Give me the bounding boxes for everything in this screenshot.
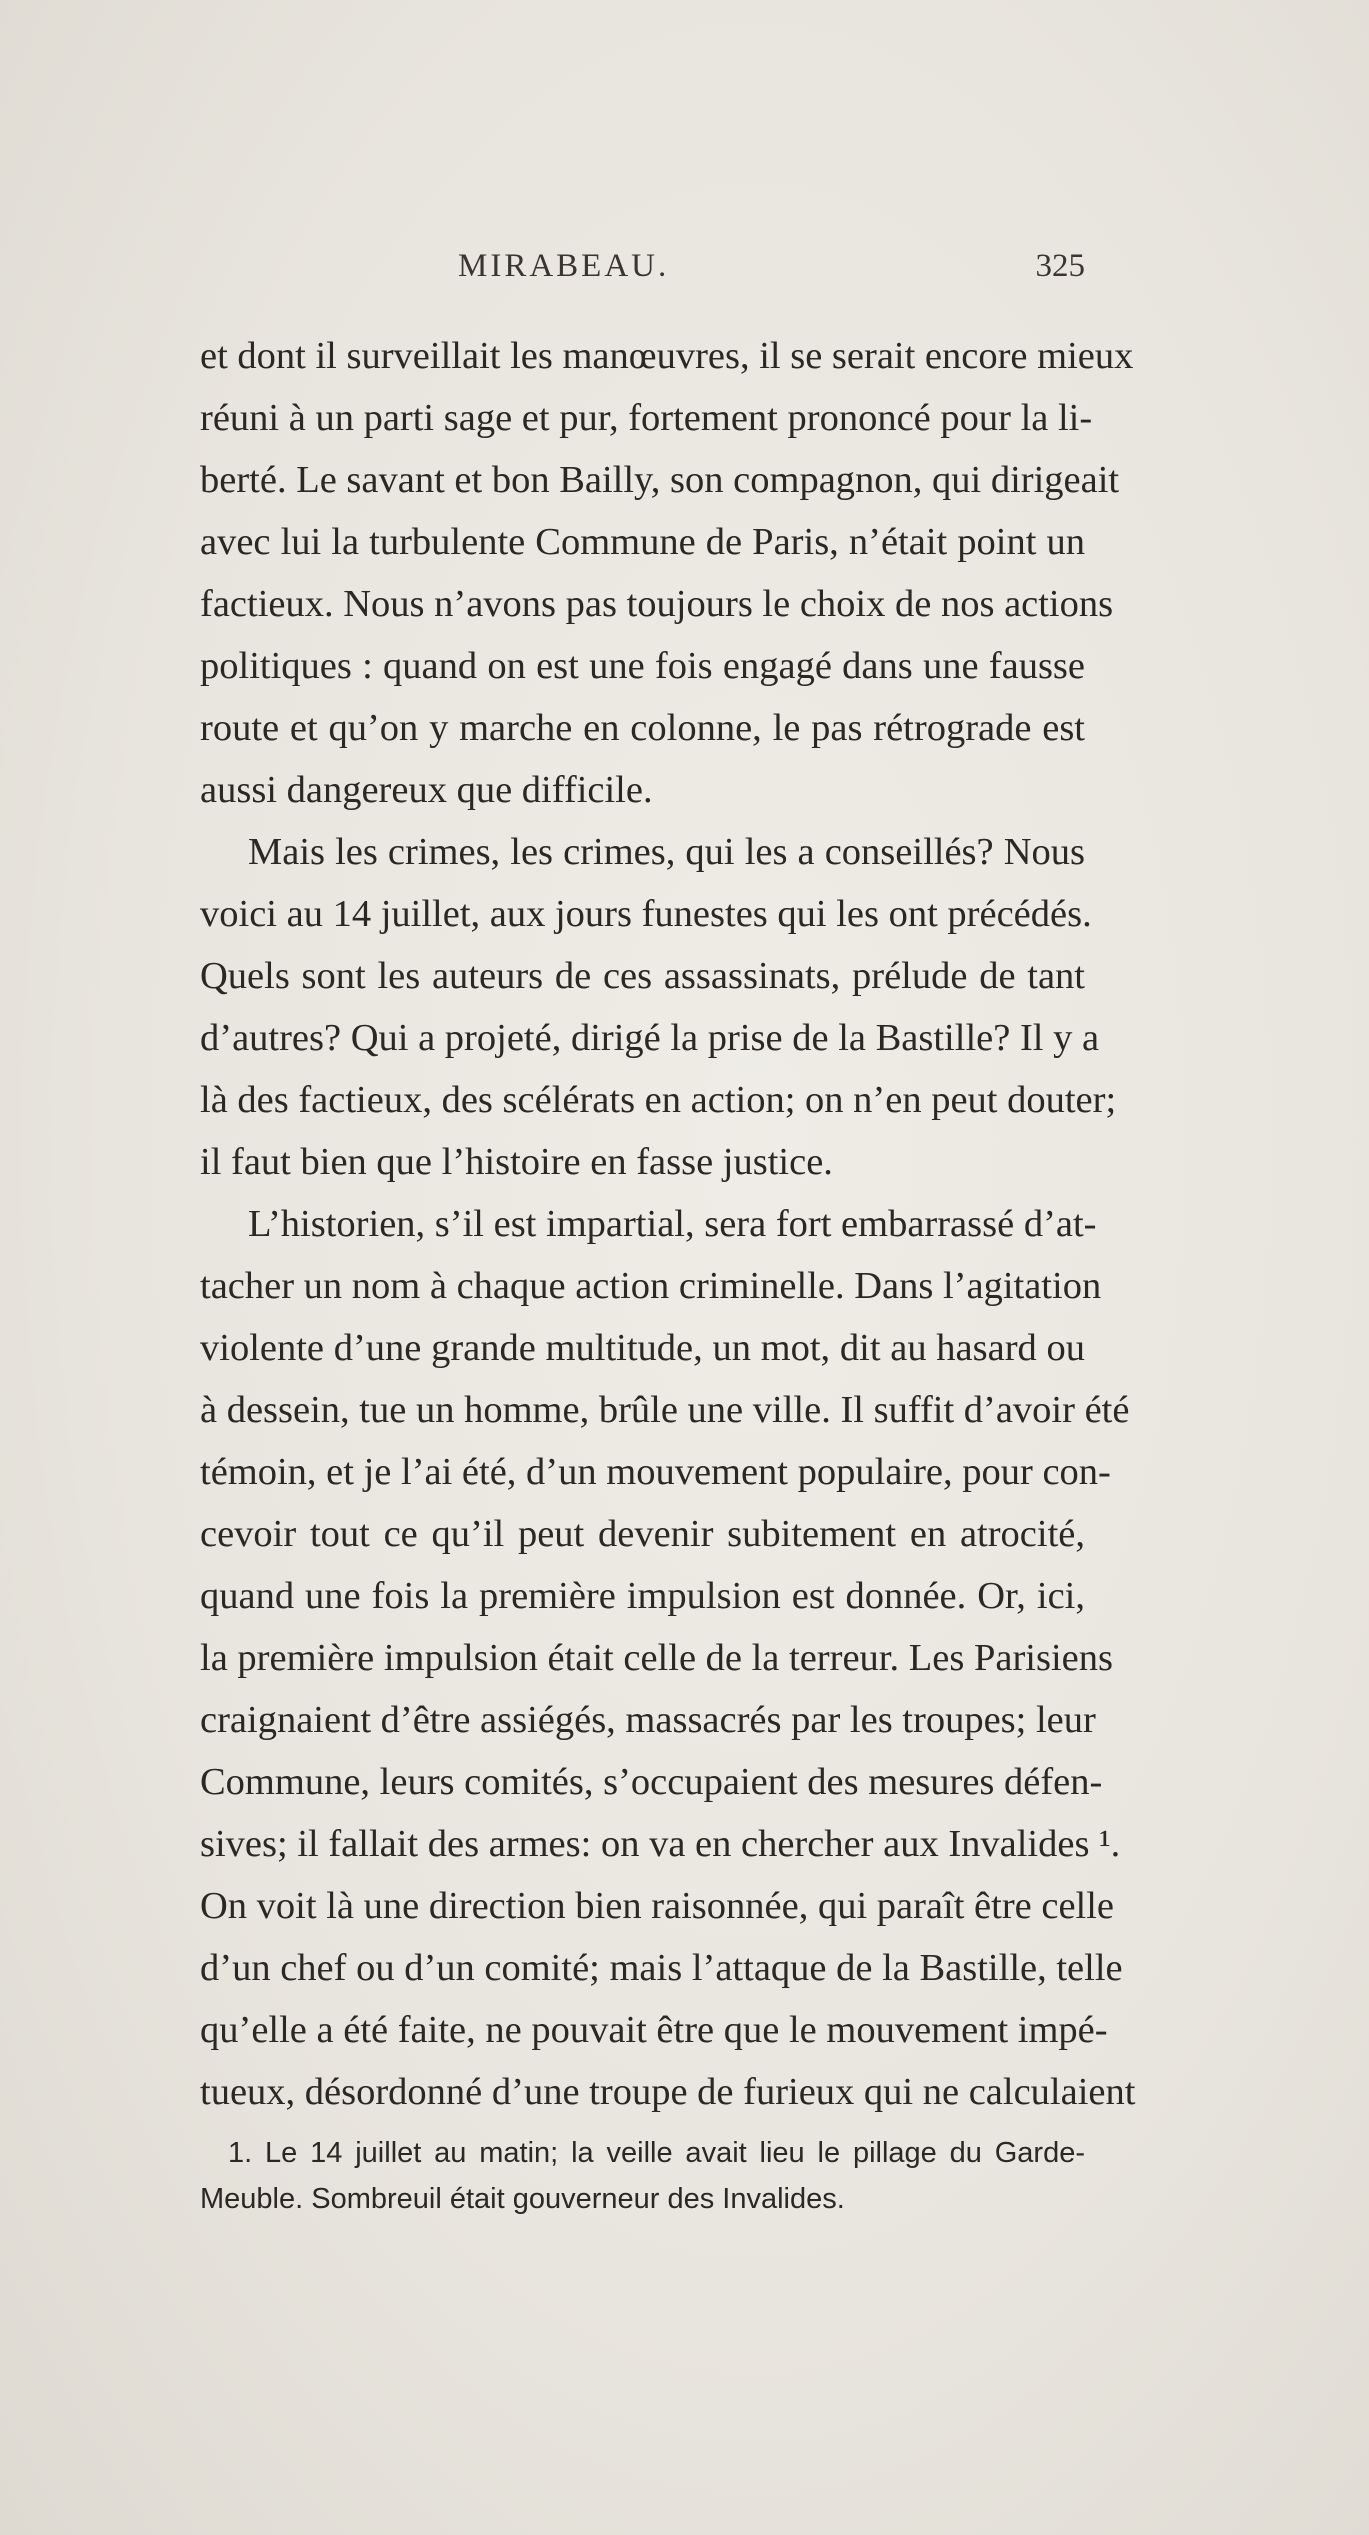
text-line: violente d’une grande multitude, un mot, dit au hasard ou — [200, 1327, 1085, 1369]
text-line: à dessein, tue un homme, brûle une ville. Il suffit d’avoir été — [200, 1389, 1130, 1431]
running-title: MIRABEAU. — [458, 248, 670, 284]
text-line: là des factieux, des scélérats en action; on n’en peut douter; — [200, 1079, 1117, 1121]
text-line: L’historien, s’il est impartial, sera fort embarrassé d’at- — [248, 1203, 1097, 1245]
text-line: qu’elle a été faite, ne pouvait être que le mouvement impé- — [200, 2009, 1108, 2051]
text-line: tueux, désordonné d’une troupe de furieux qui ne calculaient — [200, 2071, 1136, 2113]
text-line: avec lui la turbulente Commune de Paris, n’était point un — [200, 521, 1085, 563]
text-line: la première impulsion était celle de la terreur. Les Parisiens — [200, 1637, 1113, 1679]
footnote-line: Meuble. Sombreuil était gouverneur des Invalides. — [200, 2183, 845, 2215]
text-line: On voit là une direction bien raisonnée, qui paraît être celle — [200, 1885, 1115, 1927]
text-line: témoin, et je l’ai été, d’un mouvement populaire, pour con- — [200, 1451, 1111, 1493]
page-number: 325 — [1035, 248, 1085, 284]
paragraph-1 — [200, 325, 1134, 821]
paragraph-3 — [200, 1193, 1136, 2123]
text-line: craignaient d’être assiégés, massacrés par les troupes; leur — [200, 1699, 1096, 1741]
footnote-line: 1. Le 14 juillet au matin; la veille avait lieu le pillage du Garde- — [228, 2137, 1085, 2169]
footnote — [200, 2130, 1085, 2222]
text-line: d’un chef ou d’un comité; mais l’attaque de la Bastille, telle — [200, 1947, 1123, 1989]
page-header — [200, 248, 1085, 298]
text-line: quand une fois la première impulsion est donnée. Or, ici, — [200, 1575, 1085, 1617]
text-line: Commune, leurs comités, s’occupaient des mesures défen- — [200, 1761, 1103, 1803]
text-line: aussi dangereux que difficile. — [200, 769, 653, 811]
text-line: factieux. Nous n’avons pas toujours le choix de nos actions — [200, 583, 1114, 625]
text-line: Quels sont les auteurs de ces assassinats, prélude de tant — [200, 955, 1085, 997]
body-text — [200, 325, 1136, 2123]
text-line: d’autres? Qui a projeté, dirigé la prise de la Bastille? Il y a — [200, 1017, 1100, 1059]
text-line: voici au 14 juillet, aux jours funestes qui les ont précédés. — [200, 893, 1092, 935]
text-line: berté. Le savant et bon Bailly, son compagnon, qui dirigeait — [200, 459, 1120, 501]
text-line: politiques : quand on est une fois engagé dans une fausse — [200, 645, 1085, 687]
text-line: Mais les crimes, les crimes, qui les a conseillés? Nous — [248, 831, 1085, 873]
text-line: il faut bien que l’histoire en fasse justice. — [200, 1141, 833, 1183]
text-line: et dont il surveillait les manœuvres, il se serait encore mieux — [200, 335, 1134, 377]
text-line: sives; il fallait des armes: on va en chercher aux Invalides ¹. — [200, 1823, 1121, 1865]
text-line: réuni à un parti sage et pur, fortement prononcé pour la li- — [200, 397, 1093, 439]
text-line: tacher un nom à chaque action criminelle. Dans l’agitation — [200, 1265, 1102, 1307]
paragraph-2 — [200, 821, 1117, 1193]
text-line: route et qu’on y marche en colonne, le pas rétrograde est — [200, 707, 1085, 749]
text-line: cevoir tout ce qu’il peut devenir subitement en atrocité, — [200, 1513, 1085, 1555]
